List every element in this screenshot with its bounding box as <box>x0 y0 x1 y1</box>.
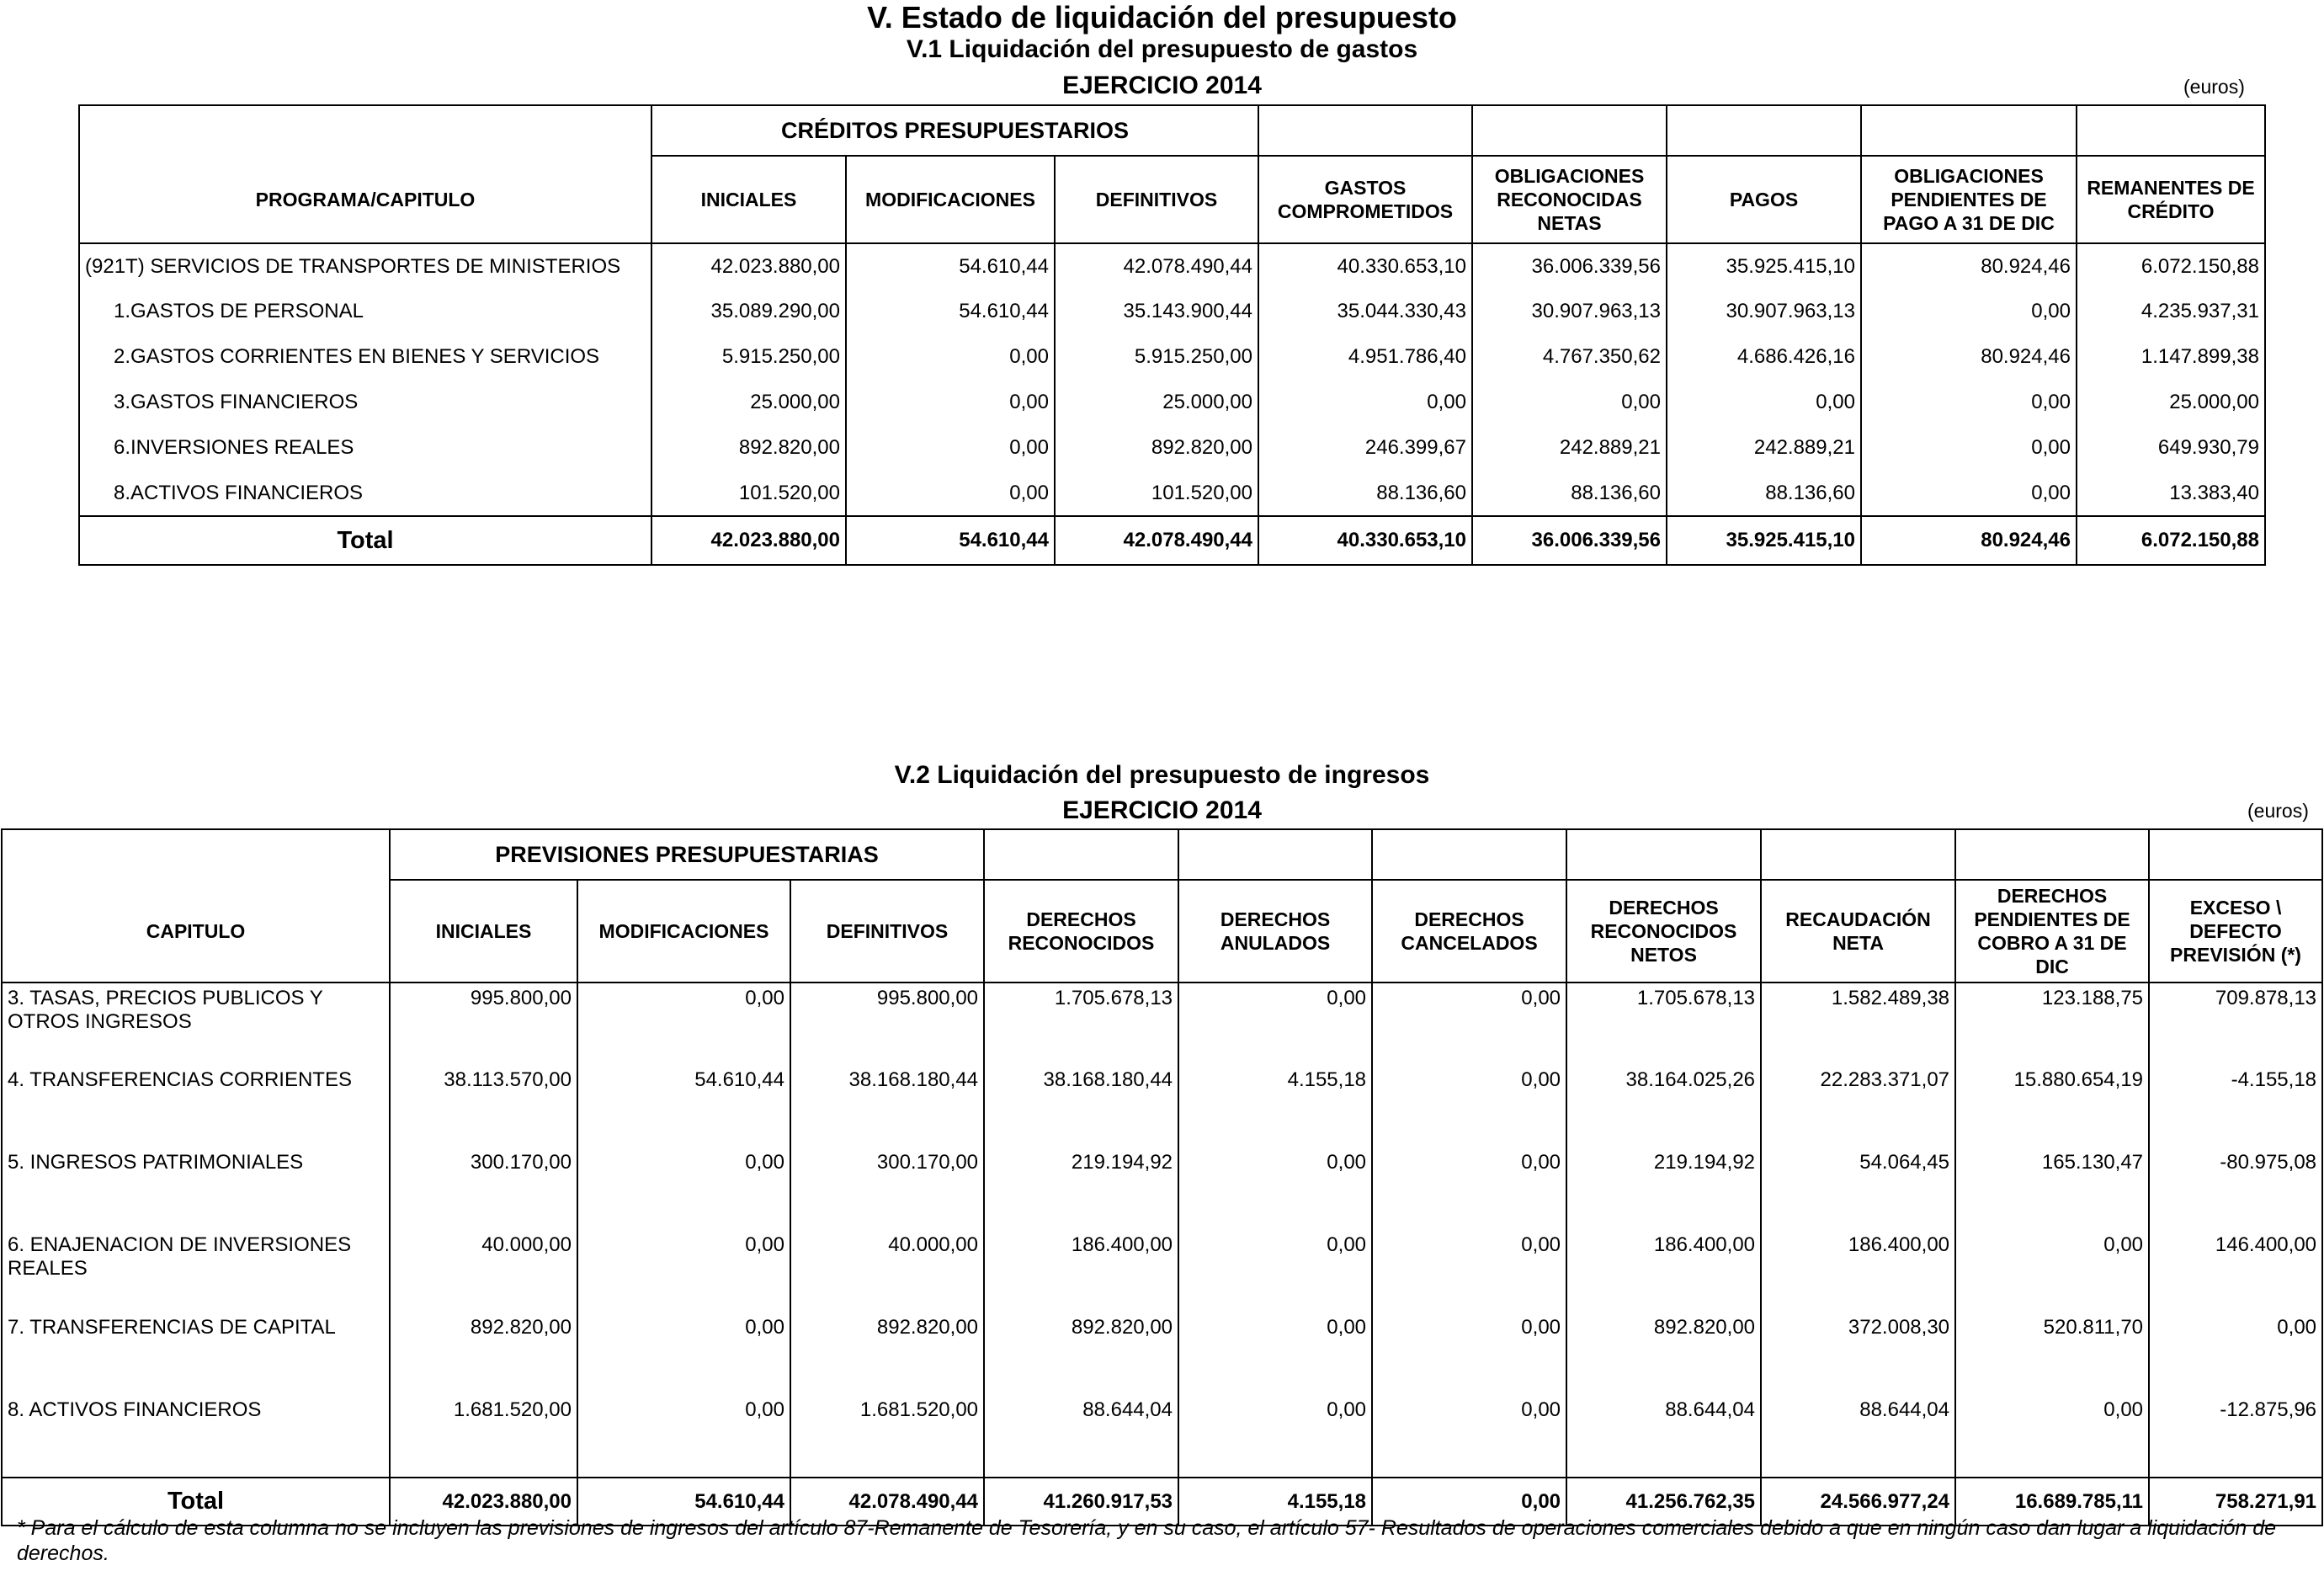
table-row <box>79 380 2265 425</box>
table-row <box>79 243 2265 289</box>
table-row <box>2 1065 2322 1148</box>
value-cell: 4.235.937,31 <box>2077 289 2265 334</box>
value-cell: 649.930,79 <box>2077 425 2265 471</box>
value-cell: 186.400,00 <box>984 1230 1178 1313</box>
unit-label-gastos: (euros) <box>2183 76 2245 98</box>
value-cell: 25.000,00 <box>2077 380 2265 425</box>
value-cell: 165.130,47 <box>1955 1148 2149 1230</box>
table-row <box>79 471 2265 516</box>
value-cell: 709.878,13 <box>2149 983 2322 1065</box>
value-cell: -12.875,96 <box>2149 1395 2322 1478</box>
value-cell: 40.000,00 <box>390 1230 577 1313</box>
ingresos-group-header-row <box>2 829 2322 880</box>
row-label: 3. TASAS, PRECIOS PUBLICOS Y OTROS INGRESOS <box>2 983 390 1065</box>
row-label: 7. TRANSFERENCIAS DE CAPITAL <box>2 1313 390 1395</box>
col-header: PAGOS <box>1667 156 1861 243</box>
value-cell: 892.820,00 <box>790 1313 984 1395</box>
exercise-label-gastos: EJERCICIO 2014 <box>1062 72 1262 99</box>
value-cell: 4.951.786,40 <box>1258 334 1472 380</box>
table-row <box>2 1395 2322 1478</box>
value-cell: 0,00 <box>1178 1395 1372 1478</box>
value-cell: 0,00 <box>1861 425 2077 471</box>
col-header: INICIALES <box>651 156 846 243</box>
total-cell: 36.006.339,56 <box>1472 516 1667 565</box>
col-header: GASTOS COMPROMETIDOS <box>1258 156 1472 243</box>
col-header: PROGRAMA/CAPITULO <box>79 156 651 243</box>
value-cell: 22.283.371,07 <box>1761 1065 1955 1148</box>
row-label: 6.INVERSIONES REALES <box>79 425 651 471</box>
row-label: 4. TRANSFERENCIAS CORRIENTES <box>2 1065 390 1148</box>
value-cell: 372.008,30 <box>1761 1313 1955 1395</box>
value-cell: 0,00 <box>846 380 1055 425</box>
ingresos-table <box>1 828 2323 1526</box>
value-cell: 0,00 <box>1472 380 1667 425</box>
col-header: CAPITULO <box>2 880 390 983</box>
value-cell: 0,00 <box>1178 1148 1372 1230</box>
value-cell: 80.924,46 <box>1861 334 2077 380</box>
value-cell: 30.907.963,13 <box>1667 289 1861 334</box>
total-cell: 80.924,46 <box>1861 516 2077 565</box>
value-cell: 13.383,40 <box>2077 471 2265 516</box>
row-label: 1.GASTOS DE PERSONAL <box>79 289 651 334</box>
value-cell: 0,00 <box>1861 471 2077 516</box>
section-title-ingresos: V.2 Liquidación del presupuesto de ingresos <box>894 761 1430 789</box>
value-cell: 0,00 <box>577 1230 790 1313</box>
table-row <box>79 425 2265 471</box>
value-cell: 0,00 <box>1178 983 1372 1065</box>
col-header: DERECHOS CANCELADOS <box>1372 880 1566 983</box>
row-label: 6. ENAJENACION DE INVERSIONES REALES <box>2 1230 390 1313</box>
total-label: Total <box>2 1478 390 1526</box>
col-header: DERECHOS RECONOCIDOS NETOS <box>1566 880 1761 983</box>
value-cell: 88.136,60 <box>1667 471 1861 516</box>
total-cell: 40.330.653,10 <box>1258 516 1472 565</box>
row-label: 5. INGRESOS PATRIMONIALES <box>2 1148 390 1230</box>
value-cell: 0,00 <box>1667 380 1861 425</box>
gastos-column-header-row <box>79 156 2265 243</box>
total-cell: 54.610,44 <box>846 516 1055 565</box>
total-cell: 4.155,18 <box>1178 1478 1372 1526</box>
value-cell: 101.520,00 <box>651 471 846 516</box>
value-cell: 0,00 <box>846 471 1055 516</box>
page-title: V. Estado de liquidación del presupuesto <box>867 0 1457 35</box>
col-header: DEFINITIVOS <box>790 880 984 983</box>
gastos-group-header-row <box>79 105 2265 156</box>
value-cell: 1.705.678,13 <box>984 983 1178 1065</box>
value-cell: 146.400,00 <box>2149 1230 2322 1313</box>
value-cell: 40.000,00 <box>790 1230 984 1313</box>
value-cell: 54.610,44 <box>846 243 1055 289</box>
value-cell: 242.889,21 <box>1667 425 1861 471</box>
value-cell: 0,00 <box>1178 1313 1372 1395</box>
table-row <box>79 289 2265 334</box>
col-header: OBLIGACIONES RECONOCIDAS NETAS <box>1472 156 1667 243</box>
col-header: DERECHOS ANULADOS <box>1178 880 1372 983</box>
total-cell: 54.610,44 <box>577 1478 790 1526</box>
value-cell: 892.820,00 <box>390 1313 577 1395</box>
row-label: (921T) SERVICIOS DE TRANSPORTES DE MINISTERIOS <box>79 243 651 289</box>
value-cell: 0,00 <box>1372 1395 1566 1478</box>
value-cell: 300.170,00 <box>790 1148 984 1230</box>
value-cell: 25.000,00 <box>651 380 846 425</box>
value-cell: 0,00 <box>1372 1313 1566 1395</box>
value-cell: 101.520,00 <box>1055 471 1258 516</box>
value-cell: 892.820,00 <box>1055 425 1258 471</box>
value-cell: 219.194,92 <box>1566 1148 1761 1230</box>
value-cell: 0,00 <box>2149 1313 2322 1395</box>
value-cell: 186.400,00 <box>1566 1230 1761 1313</box>
value-cell: 0,00 <box>1178 1230 1372 1313</box>
table-row <box>2 1313 2322 1395</box>
total-cell: 42.023.880,00 <box>651 516 846 565</box>
value-cell: 25.000,00 <box>1055 380 1258 425</box>
value-cell: 54.610,44 <box>577 1065 790 1148</box>
value-cell: 88.136,60 <box>1258 471 1472 516</box>
value-cell: 0,00 <box>577 983 790 1065</box>
value-cell: 35.925.415,10 <box>1667 243 1861 289</box>
value-cell: 54.064,45 <box>1761 1148 1955 1230</box>
total-cell: 0,00 <box>1372 1478 1566 1526</box>
value-cell: 0,00 <box>1372 1148 1566 1230</box>
ingresos-group-header: PREVISIONES PRESUPUESTARIAS <box>390 829 984 880</box>
value-cell: 0,00 <box>577 1395 790 1478</box>
value-cell: 0,00 <box>1258 380 1472 425</box>
ingresos-column-header-row <box>2 880 2322 983</box>
value-cell: 30.907.963,13 <box>1472 289 1667 334</box>
table-row <box>2 1148 2322 1230</box>
col-header: DERECHOS PENDIENTES DE COBRO A 31 DE DIC <box>1955 880 2149 983</box>
table-row <box>2 1230 2322 1313</box>
value-cell: 0,00 <box>1372 983 1566 1065</box>
value-cell: 246.399,67 <box>1258 425 1472 471</box>
col-header: RECAUDACIÓN NETA <box>1761 880 1955 983</box>
value-cell: 0,00 <box>577 1313 790 1395</box>
col-header: DEFINITIVOS <box>1055 156 1258 243</box>
total-cell: 16.689.785,11 <box>1955 1478 2149 1526</box>
table-row <box>79 334 2265 380</box>
value-cell: 892.820,00 <box>984 1313 1178 1395</box>
value-cell: 88.644,04 <box>984 1395 1178 1478</box>
value-cell: 5.915.250,00 <box>1055 334 1258 380</box>
col-header: OBLIGACIONES PENDIENTES DE PAGO A 31 DE DIC <box>1861 156 2077 243</box>
total-cell: 24.566.977,24 <box>1761 1478 1955 1526</box>
value-cell: 38.168.180,44 <box>984 1065 1178 1148</box>
value-cell: 520.811,70 <box>1955 1313 2149 1395</box>
value-cell: 123.188,75 <box>1955 983 2149 1065</box>
value-cell: 88.136,60 <box>1472 471 1667 516</box>
value-cell: 35.143.900,44 <box>1055 289 1258 334</box>
value-cell: -80.975,08 <box>2149 1148 2322 1230</box>
value-cell: 38.168.180,44 <box>790 1065 984 1148</box>
value-cell: 1.582.489,38 <box>1761 983 1955 1065</box>
table-row <box>2 983 2322 1065</box>
value-cell: 40.330.653,10 <box>1258 243 1472 289</box>
value-cell: 36.006.339,56 <box>1472 243 1667 289</box>
unit-label-ingresos: (euros) <box>2247 800 2309 822</box>
value-cell: 1.681.520,00 <box>790 1395 984 1478</box>
value-cell: 219.194,92 <box>984 1148 1178 1230</box>
value-cell: 80.924,46 <box>1861 243 2077 289</box>
col-header: EXCESO \ DEFECTO PREVISIÓN (*) <box>2149 880 2322 983</box>
value-cell: 1.681.520,00 <box>390 1395 577 1478</box>
value-cell: 892.820,00 <box>651 425 846 471</box>
value-cell: 88.644,04 <box>1566 1395 1761 1478</box>
row-label: 2.GASTOS CORRIENTES EN BIENES Y SERVICIOS <box>79 334 651 380</box>
value-cell: 0,00 <box>1372 1065 1566 1148</box>
total-cell: 41.260.917,53 <box>984 1478 1178 1526</box>
value-cell: 0,00 <box>1955 1230 2149 1313</box>
value-cell: 38.113.570,00 <box>390 1065 577 1148</box>
value-cell: 1.147.899,38 <box>2077 334 2265 380</box>
row-label: 8.ACTIVOS FINANCIEROS <box>79 471 651 516</box>
value-cell: 300.170,00 <box>390 1148 577 1230</box>
total-cell: 42.078.490,44 <box>790 1478 984 1526</box>
row-label: 8. ACTIVOS FINANCIEROS <box>2 1395 390 1478</box>
value-cell: 186.400,00 <box>1761 1230 1955 1313</box>
value-cell: 35.089.290,00 <box>651 289 846 334</box>
value-cell: 0,00 <box>1861 289 2077 334</box>
value-cell: 6.072.150,88 <box>2077 243 2265 289</box>
value-cell: 5.915.250,00 <box>651 334 846 380</box>
value-cell: 0,00 <box>846 425 1055 471</box>
total-cell: 6.072.150,88 <box>2077 516 2265 565</box>
value-cell: 42.078.490,44 <box>1055 243 1258 289</box>
gastos-total-row <box>79 516 2265 565</box>
value-cell: 995.800,00 <box>790 983 984 1065</box>
value-cell: 88.644,04 <box>1761 1395 1955 1478</box>
value-cell: 15.880.654,19 <box>1955 1065 2149 1148</box>
value-cell: 242.889,21 <box>1472 425 1667 471</box>
col-header: INICIALES <box>390 880 577 983</box>
total-cell: 42.078.490,44 <box>1055 516 1258 565</box>
total-cell: 35.925.415,10 <box>1667 516 1861 565</box>
value-cell: 0,00 <box>846 334 1055 380</box>
value-cell: 4.686.426,16 <box>1667 334 1861 380</box>
section-title-gastos: V.1 Liquidación del presupuesto de gastos <box>906 35 1418 63</box>
col-header: REMANENTES DE CRÉDITO <box>2077 156 2265 243</box>
gastos-table <box>78 104 2266 566</box>
exercise-label-ingresos: EJERCICIO 2014 <box>1062 796 1262 824</box>
value-cell: 0,00 <box>577 1148 790 1230</box>
value-cell: 4.767.350,62 <box>1472 334 1667 380</box>
col-header: DERECHOS RECONOCIDOS <box>984 880 1178 983</box>
value-cell: 1.705.678,13 <box>1566 983 1761 1065</box>
value-cell: 38.164.025,26 <box>1566 1065 1761 1148</box>
value-cell: 995.800,00 <box>390 983 577 1065</box>
value-cell: 892.820,00 <box>1566 1313 1761 1395</box>
total-cell: 42.023.880,00 <box>390 1478 577 1526</box>
value-cell: 4.155,18 <box>1178 1065 1372 1148</box>
footnote: * Para el cálculo de esta columna no se incluyen las previsiones de ingresos del artículo 87-Remanente de Tesorería, y en su caso, el artículo 57- Resultados de operaciones comerciales debido a que en ningún caso dan lugar a liquidación de derechos. <box>17 1516 2277 1565</box>
col-header: MODIFICACIONES <box>577 880 790 983</box>
gastos-group-header: CRÉDITOS PRESUPUESTARIOS <box>651 105 1258 156</box>
value-cell: -4.155,18 <box>2149 1065 2322 1148</box>
value-cell: 0,00 <box>1955 1395 2149 1478</box>
col-header: MODIFICACIONES <box>846 156 1055 243</box>
value-cell: 54.610,44 <box>846 289 1055 334</box>
value-cell: 42.023.880,00 <box>651 243 846 289</box>
total-cell: 41.256.762,35 <box>1566 1478 1761 1526</box>
value-cell: 35.044.330,43 <box>1258 289 1472 334</box>
total-cell: 758.271,91 <box>2149 1478 2322 1526</box>
row-label: 3.GASTOS FINANCIEROS <box>79 380 651 425</box>
total-label: Total <box>79 516 651 565</box>
value-cell: 0,00 <box>1372 1230 1566 1313</box>
value-cell: 0,00 <box>1861 380 2077 425</box>
